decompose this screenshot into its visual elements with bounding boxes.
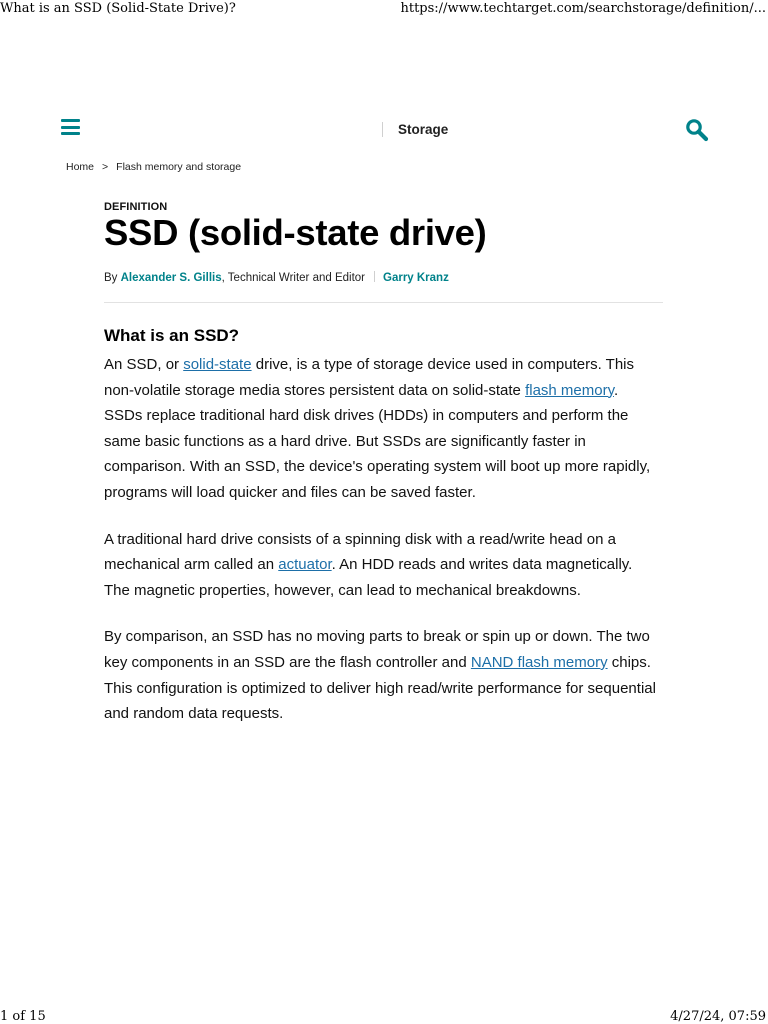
byline-divider bbox=[374, 271, 375, 282]
search-icon[interactable] bbox=[685, 118, 709, 142]
breadcrumb bbox=[66, 161, 241, 173]
nand-flash-memory-link[interactable]: NAND flash memory bbox=[470, 653, 608, 671]
paragraph-text: drive, is a type of storage device used in computers. This non-volatile storage media stores persistent data on solid-state bbox=[104, 356, 634, 399]
article-kicker: DEFINITION bbox=[104, 201, 168, 213]
header-rule bbox=[104, 302, 663, 303]
author-link-secondary[interactable]: Garry Kranz bbox=[383, 272, 449, 284]
header-divider bbox=[382, 122, 383, 137]
paragraph-text: A traditional hard drive consists of a spinning disk with a read/write head on a mechanical arm called an bbox=[104, 530, 616, 574]
page-title: SSD (solid-state drive) bbox=[104, 212, 487, 253]
byline-prefix: By bbox=[104, 272, 118, 284]
flash-memory-link[interactable]: flash memory bbox=[525, 381, 614, 399]
menu-icon-bar bbox=[61, 132, 80, 135]
breadcrumb-home-link[interactable]: Home bbox=[66, 161, 95, 173]
print-page-url: https://www.techtarget.com/searchstorage/definition/... bbox=[400, 1, 766, 16]
print-page-title: What is an SSD (Solid-State Drive)? bbox=[0, 1, 236, 16]
actuator-link[interactable]: actuator bbox=[278, 556, 332, 574]
article-body bbox=[104, 326, 660, 748]
magnifier-icon-graphic bbox=[685, 118, 709, 142]
menu-icon-bar bbox=[61, 126, 80, 129]
hamburger-menu-icon[interactable] bbox=[61, 118, 80, 136]
article-paragraph bbox=[104, 624, 660, 726]
author-role: , Technical Writer and Editor bbox=[221, 272, 365, 284]
article-paragraph bbox=[104, 352, 660, 506]
article-paragraph bbox=[104, 527, 660, 604]
breadcrumb-separator: > bbox=[102, 161, 109, 173]
section-title[interactable]: Storage bbox=[398, 122, 449, 137]
paragraph-text: . SSDs replace traditional hard disk drives (HDDs) in computers and perform the same basic functions as a hard drive. But SSDs are significantly faster in comparison. With an SSD, the device's operating system will boot up more rapidly, programs will load quicker and files can be saved faster. bbox=[104, 381, 651, 501]
print-datetime: 4/27/24, 07:59 bbox=[670, 1009, 766, 1024]
paragraph-text: By comparison, an SSD has no moving parts to break or spin up or down. The two key components in an SSD are the flash controller and bbox=[104, 628, 650, 671]
section-heading: What is an SSD? bbox=[104, 326, 240, 345]
paragraph-text: An SSD, or bbox=[104, 356, 184, 373]
breadcrumb-current-link[interactable]: Flash memory and storage bbox=[116, 161, 242, 173]
menu-icon-bar bbox=[61, 119, 80, 122]
author-link-primary[interactable]: Alexander S. Gillis bbox=[120, 272, 222, 284]
print-page-number: 1 of 15 bbox=[0, 1009, 46, 1024]
solid-state-link[interactable]: solid-state bbox=[183, 356, 252, 373]
byline bbox=[104, 271, 449, 284]
paragraph-text: . An HDD reads and writes data magnetically. The magnetic properties, however, can lead to mechanical breakdowns. bbox=[104, 556, 633, 599]
paragraph-text: chips. This configuration is optimized to deliver high read/write performance for sequential and random data requests. bbox=[104, 653, 656, 723]
